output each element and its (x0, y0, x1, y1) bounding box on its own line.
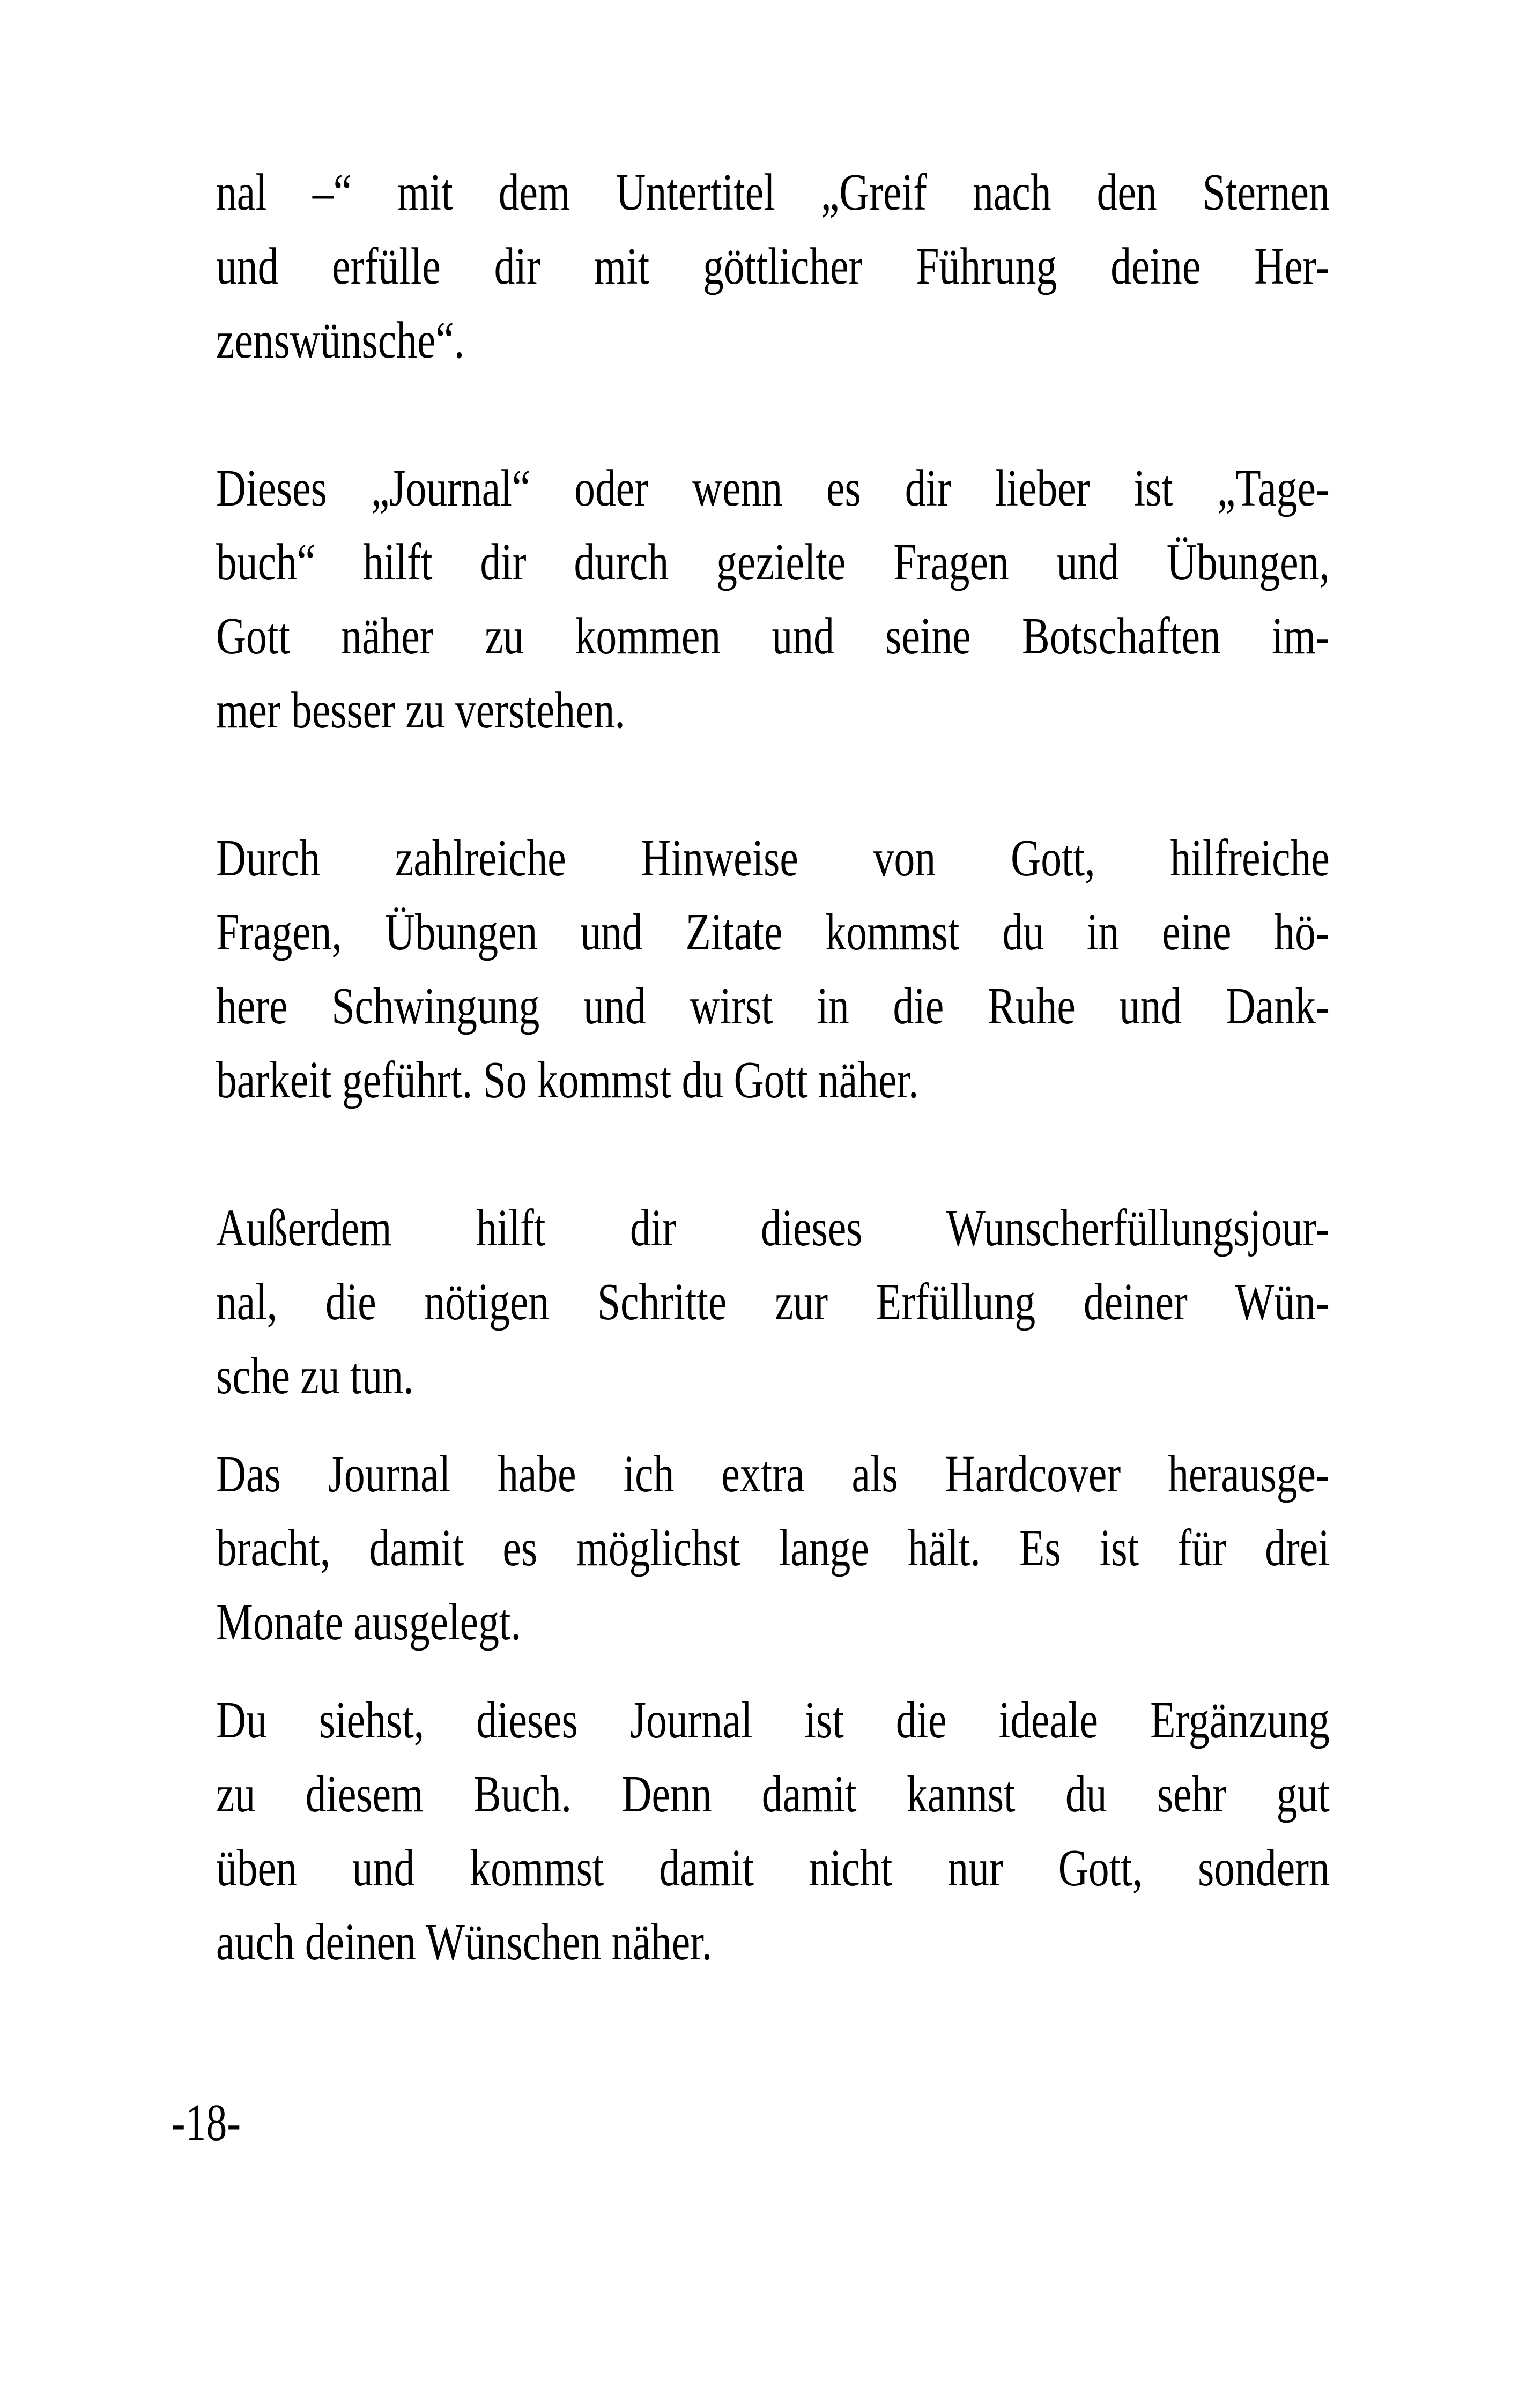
text-line: barkeit geführt. So kommst du Gott näher. (216, 1051, 919, 1109)
text-line: nal, die nötigen Schritte zur Erfüllung deiner Wün- (216, 1273, 1330, 1331)
page-number: -18- (171, 2094, 241, 2151)
paragraph (216, 155, 1330, 377)
text-line: Gott näher zu kommen und seine Botschaften im- (216, 607, 1330, 665)
text-line: here Schwingung und wirst in die Ruhe und Dank- (216, 977, 1330, 1035)
text-line: auch deinen Wünschen näher. (216, 1913, 713, 1971)
text-line: zu diesem Buch. Denn damit kannst du sehr gut (216, 1765, 1330, 1823)
text-line: nal –“ mit dem Untertitel „Greif nach den Sternen (216, 163, 1330, 221)
paragraph (216, 1683, 1330, 1979)
paragraph (216, 821, 1330, 1117)
text-line: üben und kommst damit nicht nur Gott, sondern (216, 1839, 1330, 1897)
text-line: Du siehst, dieses Journal ist die ideale Ergänzung (216, 1691, 1330, 1749)
paragraph (216, 1437, 1330, 1659)
text-line: und erfülle dir mit göttlicher Führung deine Her- (216, 237, 1330, 295)
text-line: bracht, damit es möglichst lange hält. Es ist für drei (216, 1519, 1330, 1577)
text-line: Fragen, Übungen und Zitate kommst du in eine hö- (216, 903, 1330, 961)
text-line: mer besser zu verstehen. (216, 681, 625, 739)
text-block (171, 155, 1330, 2160)
text-line: Außerdem hilft dir dieses Wunscherfüllungsjour- (216, 1199, 1330, 1257)
text-line: sche zu tun. (216, 1347, 414, 1404)
text-line: Dieses „Journal“ oder wenn es dir lieber ist „Tage- (216, 459, 1330, 517)
text-line: zenswünsche“. (216, 311, 465, 369)
text-line: Durch zahlreiche Hinweise von Gott, hilfreiche (216, 829, 1330, 887)
text-line: Monate ausgelegt. (216, 1593, 521, 1651)
text-line: Das Journal habe ich extra als Hardcover herausge- (216, 1445, 1330, 1503)
paragraph (216, 451, 1330, 747)
paragraph (216, 1191, 1330, 1413)
text-line: buch“ hilft dir durch gezielte Fragen und Übungen, (216, 533, 1330, 591)
